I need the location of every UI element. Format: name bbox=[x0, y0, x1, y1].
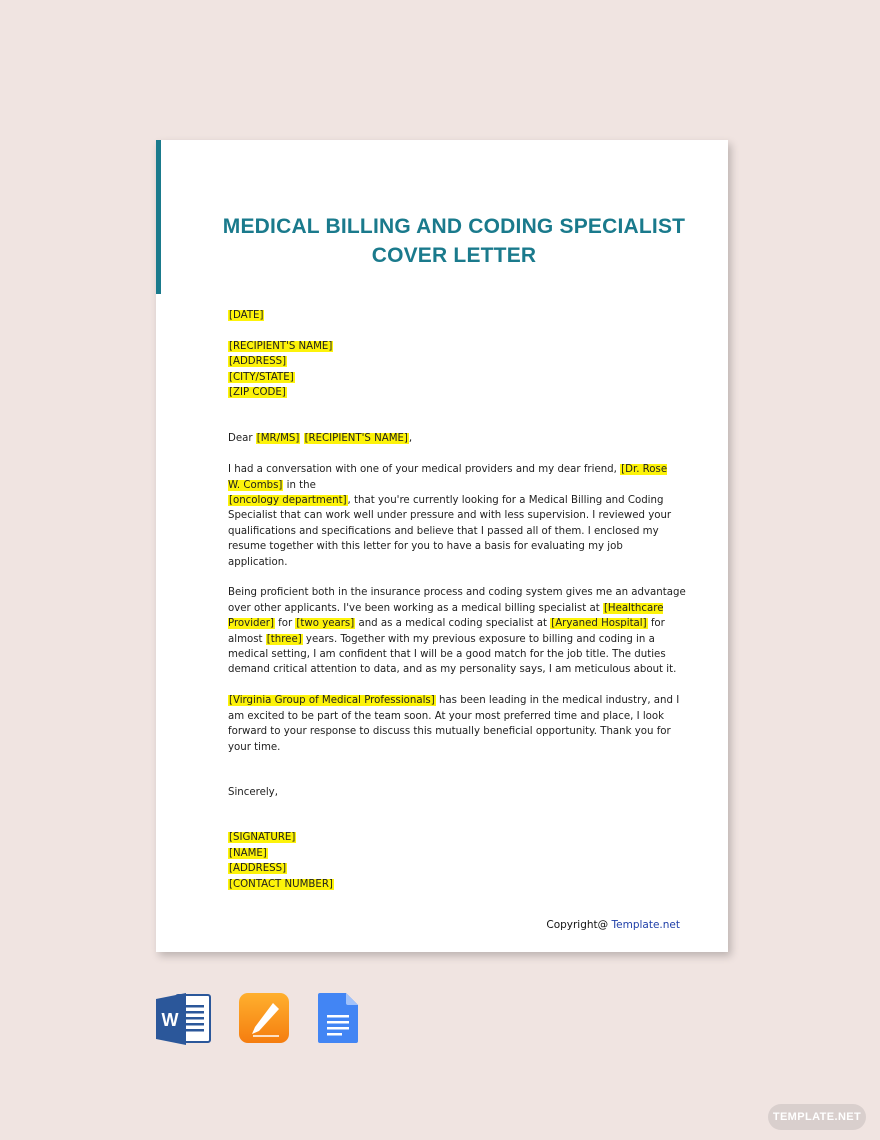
date-line bbox=[228, 308, 688, 323]
three-placeholder: [three] bbox=[266, 633, 302, 645]
copyright bbox=[546, 919, 680, 931]
zip-code-line bbox=[228, 385, 688, 400]
format-icons bbox=[156, 993, 366, 1045]
paragraph-2-text-d: for almost bbox=[228, 618, 665, 645]
svg-text:W: W bbox=[161, 1010, 179, 1030]
address-line bbox=[228, 354, 688, 369]
title-line-2: COVER LETTER bbox=[371, 244, 537, 267]
sig-address-placeholder: [ADDRESS] bbox=[229, 863, 287, 875]
closing: Sincerely, bbox=[228, 786, 278, 798]
paragraph-1 bbox=[228, 462, 680, 570]
company-placeholder: [Virginia Group of Medical Professionals] bbox=[229, 695, 435, 707]
salutation-suffix: , bbox=[408, 433, 413, 445]
years-placeholder: [two years] bbox=[296, 618, 355, 630]
department-placeholder: [oncology department] bbox=[229, 495, 347, 507]
address-placeholder: [ADDRESS] bbox=[229, 356, 287, 368]
date-placeholder: [DATE] bbox=[229, 310, 264, 321]
paragraph-2-text-b: for bbox=[274, 618, 296, 630]
paragraph-1-text-a: I had a conversation with one of your medical providers and my dear friend, bbox=[228, 464, 621, 476]
provider-placeholder: [Healthcare Provider] bbox=[228, 602, 664, 630]
paragraph-2-text-a: Being proficient both in the insurance process and coding system gives me an advantage over other applicants. I've been working as a medical billing specialist at bbox=[228, 587, 686, 614]
sig-name-line bbox=[228, 846, 688, 861]
sig-address-line bbox=[228, 861, 688, 876]
salutation-name-placeholder: [RECIPIENT'S NAME] bbox=[304, 433, 408, 445]
city-state-line bbox=[228, 370, 688, 385]
pages-icon[interactable] bbox=[239, 993, 291, 1050]
document-page bbox=[156, 140, 728, 952]
paragraph-3-text: has been leading in the medical industry, and I am excited to be part of the team soon. At your most preferred time and place, I look forward to your response to discuss this mutually beneficial opportunity. Thank you for your time. bbox=[228, 695, 680, 753]
accent-bar bbox=[156, 140, 161, 294]
salutation-title-placeholder: [MR/MS] bbox=[256, 433, 300, 445]
recipient-name-placeholder: [RECIPIENT'S NAME] bbox=[229, 340, 333, 352]
google-docs-icon[interactable] bbox=[318, 993, 360, 1050]
sig-contact-line bbox=[228, 877, 688, 892]
paragraph-1-text-b: in the bbox=[283, 479, 316, 491]
friend-name-placeholder: [Dr. Rose W. Combs] bbox=[228, 464, 668, 491]
title-line-1: MEDICAL BILLING AND CODING SPECIALIST bbox=[222, 215, 686, 238]
paragraph-2 bbox=[228, 585, 688, 677]
hospital-placeholder: [Aryaned Hospital] bbox=[551, 618, 647, 630]
paragraph-2-text-c: and as a medical coding specialist at bbox=[355, 618, 551, 630]
sig-contact-placeholder: [CONTACT NUMBER] bbox=[229, 878, 333, 890]
document-title bbox=[196, 212, 712, 270]
recipient-name-line bbox=[228, 339, 688, 354]
copyright-link[interactable]: Template.net bbox=[611, 919, 680, 931]
paragraph-3 bbox=[228, 693, 688, 755]
salutation-prefix: Dear bbox=[228, 433, 256, 445]
paragraph-1-text-c: , that you're currently looking for a Medical Billing and Coding Specialist that can work well under pressure and with less supervision. I reviewed your qualifications and specifications and believe that I passed all of them. I enclosed my resume together with this letter for you to have a basis for evaluating my job application. bbox=[228, 495, 672, 568]
word-icon[interactable] bbox=[156, 993, 212, 1050]
template-net-watermark: TEMPLATE.NET bbox=[768, 1104, 866, 1130]
paragraph-2-text-e: years. Together with my previous exposure to billing and coding in a medical setting, I am confident that I will be a good match for the job title. The duties demand critical attention to data, and as my personality says, I am meticulous about it. bbox=[228, 633, 677, 676]
city-state-placeholder: [CITY/STATE] bbox=[229, 371, 294, 383]
zip-code-placeholder: [ZIP CODE] bbox=[229, 387, 286, 399]
copyright-prefix: Copyright@ bbox=[546, 919, 612, 931]
signature-placeholder: [SIGNATURE] bbox=[229, 832, 296, 844]
sig-name-placeholder: [NAME] bbox=[229, 847, 267, 859]
letter-body bbox=[228, 308, 688, 892]
signature-line bbox=[228, 830, 688, 845]
salutation bbox=[228, 431, 688, 446]
